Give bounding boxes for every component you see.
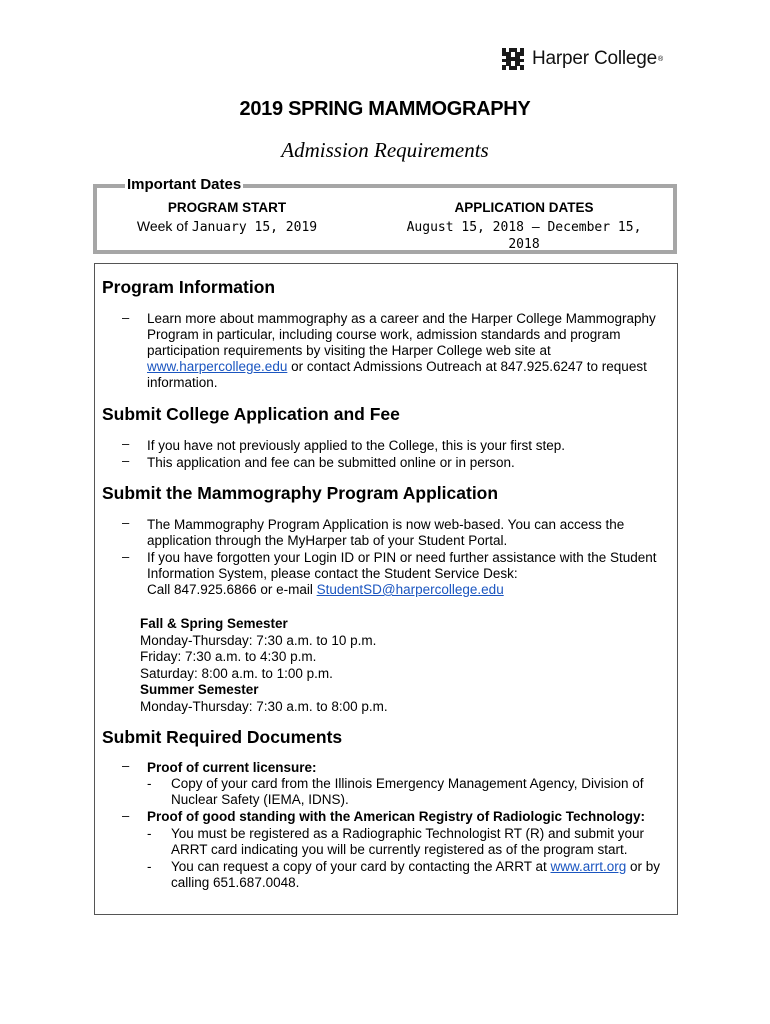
student-service-email-link[interactable]: StudentSD@harpercollege.edu (316, 582, 504, 597)
fall-spring-semester-label: Fall & Spring Semester (140, 616, 288, 631)
summer-semester-label: Summer Semester (140, 682, 259, 697)
document-title: 2019 SPRING MAMMOGRAPHY (239, 98, 531, 120)
arrt-website-link[interactable]: www.arrt.org (550, 859, 627, 874)
support-call-text: Call 847.925.6866 or e-mail (147, 582, 313, 597)
arrt-label: Proof of good standing with the American Registry of Radiologic Technology: (147, 809, 646, 824)
logo-registered-mark: ® (658, 55, 664, 63)
arrt-item-2-text: You can request a copy of your card by contacting the ARRT at (171, 859, 547, 874)
hours-line: Saturday: 8:00 a.m. to 1:00 p.m. (140, 665, 333, 681)
important-dates-legend: Important Dates (127, 176, 242, 193)
program-info-text-end: or contact Admissions Outreach at 847.925.6247 to request information. (147, 359, 647, 390)
program-start-label: PROGRAM START (167, 200, 287, 215)
bullet-dash: – (122, 758, 130, 773)
harper-website-link[interactable]: www.harpercollege.edu (147, 359, 288, 374)
licensure-item: Copy of your card from the Illinois Emergency Management Agency, Division of Nuclear Safety (IEMA, IDNS). (171, 776, 644, 807)
application-dates-label: APPLICATION DATES (454, 200, 594, 215)
support-text: If you have forgotten your Login ID or PIN or need further assistance with the Student Information System, please contact the Student Service Desk: (147, 550, 657, 581)
important-dates-box (93, 176, 677, 254)
application-fee-item: This application and fee can be submitted online or in person. (147, 455, 515, 470)
document-subtitle: Admission Requirements (281, 138, 489, 162)
application-dates-range: August 15, 2018 – December 15, 2018 (406, 220, 642, 252)
arrt-item-2 (171, 859, 671, 891)
program-info-heading: Program Information (102, 277, 276, 297)
application-fee-item: If you have not previously applied to the College, this is your first step. (147, 438, 565, 453)
bullet-dash: – (122, 549, 130, 564)
program-info-text-start: Learn more about mammography as a career and the Harper College Mammography Program in particular, including course work, admission standards and program participation requirements by visiting the Harper College web site at (147, 311, 656, 358)
program-info-text (147, 311, 677, 391)
logo-name: Harper College (532, 48, 657, 69)
program-start-date: January 15, 2019 (191, 220, 318, 235)
program-application-item: The Mammography Program Application is now web-based. You can access the application through the MyHarper tab of your Student Portal. (147, 517, 625, 548)
program-application-heading: Submit the Mammography Program Application (102, 483, 499, 503)
harper-college-logo (502, 48, 663, 70)
bullet-dash: – (122, 310, 130, 325)
bullet-dash: – (122, 453, 130, 468)
program-application-support (147, 550, 677, 598)
program-start-prefix: Week of (136, 218, 188, 234)
hours-line: Friday: 7:30 a.m. to 4:30 p.m. (140, 649, 317, 664)
application-dates-value (389, 218, 659, 252)
bullet-dash: – (122, 436, 130, 451)
sub-bullet-dash: - (147, 826, 152, 841)
program-start-column (127, 200, 327, 235)
application-fee-heading: Submit College Application and Fee (102, 404, 400, 424)
arrt-item-2-text-end: or by calling 651.687.0048. (171, 859, 661, 890)
service-desk-hours (140, 616, 388, 715)
hours-line: Monday-Thursday: 7:30 a.m. to 10 p.m. (140, 632, 377, 648)
bullet-dash: – (122, 808, 130, 823)
documents-heading: Submit Required Documents (102, 727, 343, 747)
sub-bullet-dash: - (147, 776, 152, 791)
harper-college-logo-icon (502, 48, 524, 70)
application-dates-column (389, 200, 659, 252)
bullet-dash: – (122, 515, 130, 530)
arrt-item-1: You must be registered as a Radiographic Technologist RT (R) and submit your ARRT card indicating you will be currently registered as of the program start. (171, 826, 645, 857)
hours-line: Monday-Thursday: 7:30 a.m. to 8:00 p.m. (140, 698, 388, 714)
program-start-value (127, 218, 327, 235)
sub-bullet-dash: - (147, 859, 152, 874)
licensure-label: Proof of current licensure: (147, 760, 317, 775)
